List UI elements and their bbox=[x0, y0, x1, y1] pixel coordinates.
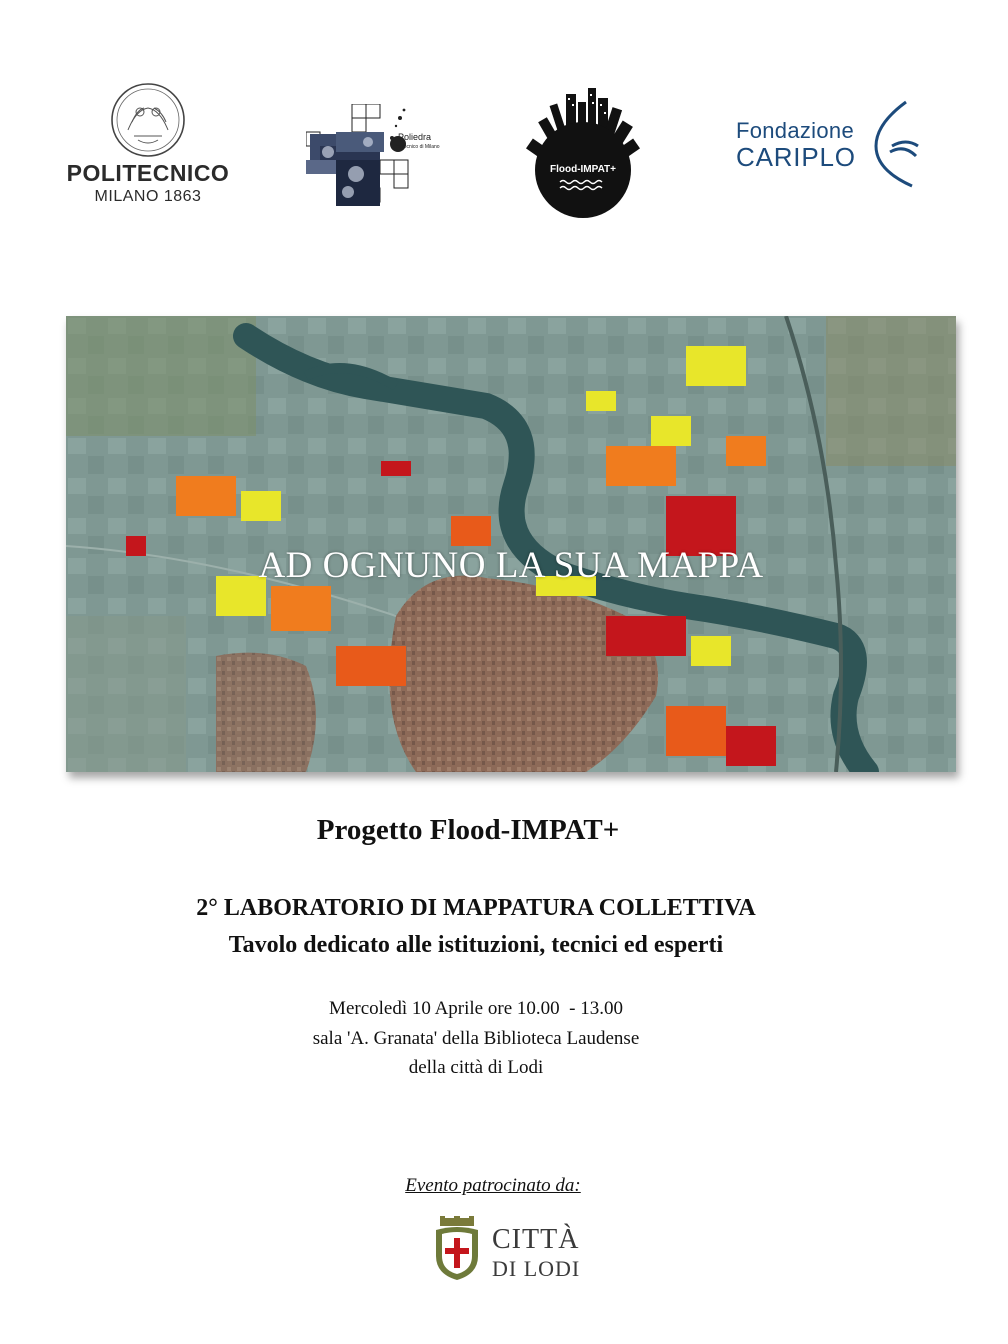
hero-map-image bbox=[66, 316, 956, 772]
university-seal-icon bbox=[110, 82, 186, 158]
cariplo-name: CARIPLO bbox=[736, 142, 856, 172]
sponsor-label: Evento patrocinato da: bbox=[405, 1175, 581, 1196]
flood-impat-logo bbox=[520, 82, 646, 218]
coat-of-arms-icon bbox=[432, 1216, 482, 1282]
poliedra-mosaic-icon bbox=[306, 104, 442, 208]
cariplo-mark-icon bbox=[866, 100, 922, 190]
politecnico-city: MILANO 1863 bbox=[94, 188, 202, 205]
lodi-city-word: CITTÀ bbox=[492, 1224, 580, 1255]
politecnico-name: POLITECNICO bbox=[66, 160, 230, 186]
city-skyline-icon bbox=[520, 82, 646, 218]
politecnico-logo bbox=[58, 78, 238, 208]
cariplo-logo bbox=[732, 100, 922, 190]
citta-di-lodi-logo bbox=[432, 1216, 592, 1286]
lab-subtitle: Tavolo dedicato alle istituzioni, tecnici ed esperti bbox=[228, 932, 724, 958]
poliedra-subname: Politecnico di Milano bbox=[394, 144, 440, 150]
lab-title: 2° LABORATORIO DI MAPPATURA COLLETTIVA bbox=[196, 895, 756, 921]
event-venue: sala 'A. Granata' della Biblioteca Laudense bbox=[312, 1028, 640, 1049]
flood-impat-label: Flood-IMPAT+ bbox=[549, 164, 616, 175]
cariplo-fondazione: Fondazione bbox=[736, 118, 854, 143]
poliedra-name: Poliedra bbox=[398, 132, 432, 142]
lodi-name: DI LODI bbox=[492, 1256, 581, 1281]
project-title: Progetto Flood-IMPAT+ bbox=[316, 814, 620, 846]
event-datetime: Mercoledì 10 Aprile ore 10.00 - 13.00 bbox=[329, 998, 623, 1019]
hero-title: AD OGNUNO LA SUA MAPPA bbox=[258, 545, 764, 586]
poliedra-logo bbox=[306, 104, 442, 208]
event-city: della città di Lodi bbox=[408, 1057, 544, 1078]
